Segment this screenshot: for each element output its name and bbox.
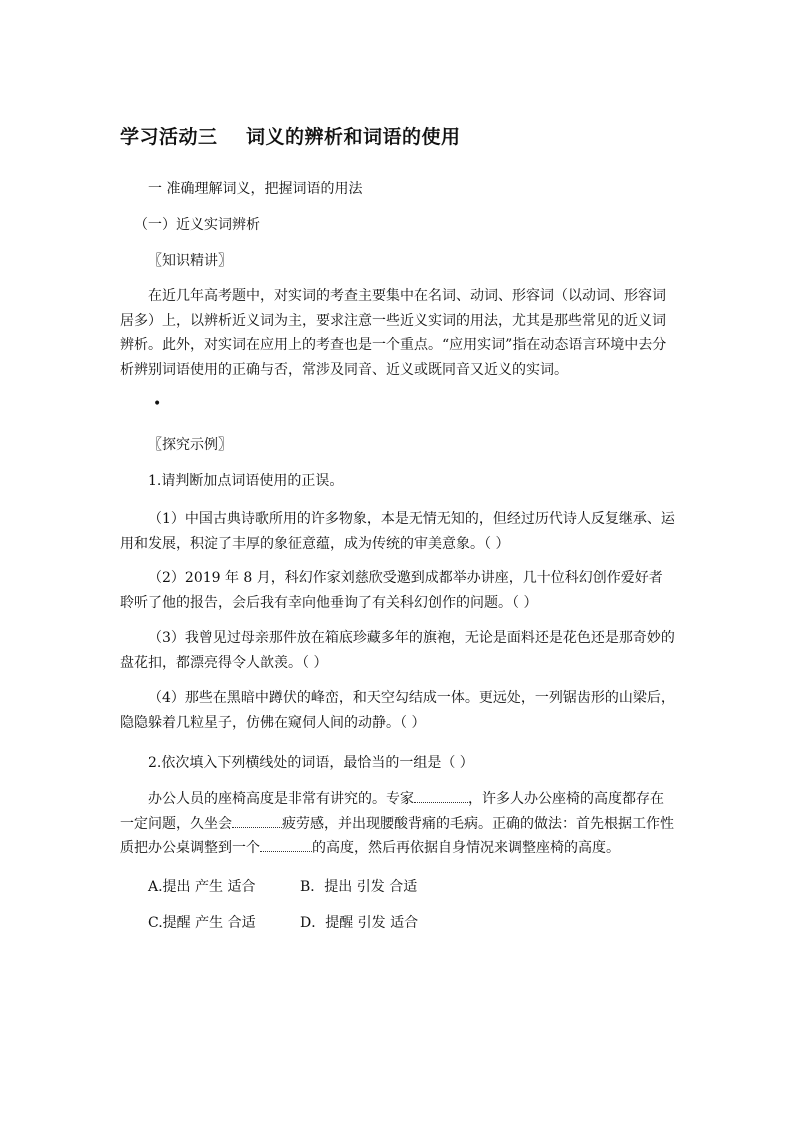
passage-text: ，许多人办公座椅的高度都存在一定问题，久坐会 (120, 791, 664, 832)
bullet-mark: • (153, 396, 162, 412)
option-d: D．提醒 引发 适合 (300, 915, 419, 931)
blank-3 (260, 837, 312, 852)
section-heading: 一 准确理解词义，把握词语的用法 (148, 181, 363, 197)
subsection-heading: （一）近义实词辨析 (134, 217, 260, 233)
question-1-item-4: （4）那些在黑暗中蹲伏的峰峦，和天空勾结成一体。更远处，一列锯齿形的山梁后，隐隐躲着几粒星子，仿佛在窥伺人间的动静。（ ） (120, 690, 675, 731)
knowledge-paragraph: 在近几年高考题中，对实词的考查主要集中在名词、动词、形容词（以动词、形容词居多）上，以辨析近义词为主，要求注意一些近义实词的用法，尤其是那些常见的近义词辨析。此外，对实词在应用上的考查也是一个重点。“应用实词”指在动态语言环境中去分析辨别词语使用的正确与否，常涉及同音、近义或既同音又近义的实词。 (120, 288, 667, 378)
question-2-stem: 2.依次填入下列横线处的词语，最恰当的一组是（ ） (148, 755, 474, 771)
page-title: 学习活动三 词义的辨析和词语的使用 (120, 126, 461, 148)
option-a: A.提出 产生 适合 (148, 879, 256, 895)
explore-tag: 〖探究示例〗 (148, 437, 232, 453)
blank-2 (232, 813, 282, 828)
question-1-stem: 1.请判断加点词语使用的正误。 (148, 473, 344, 489)
question-1-item-2: （2）2019 年 8 月，科幻作家刘慈欣受邀到成都举办讲座，几十位科幻创作爱好者聆听了他的报告，会后我有幸向他垂询了有关科幻创作的问题。（ ） (120, 570, 663, 611)
knowledge-tag: 〖知识精讲〗 (148, 253, 232, 269)
passage-text: 疲劳感，并出现腰酸背痛的毛病。正确的做法：首先根据工作性质把办公桌调整到一个 (120, 815, 674, 856)
blank-1 (414, 788, 468, 803)
passage-text: 的高度，然后再依据自身情况来调整座椅的高度。 (312, 840, 620, 856)
question-1-item-3: （3）我曾见过母亲那件放在箱底珍藏多年的旗袍，无论是面料还是花色还是那奇妙的盘花扣，都漂亮得令人歆羡。（ ） (120, 630, 675, 671)
question-2-passage (120, 787, 676, 861)
question-1-item-1: （1）中国古典诗歌所用的许多物象，本是无情无知的，但经过历代诗人反复继承、运用和发展，积淀了丰厚的象征意蕴，成为传统的审美意象。（ ） (120, 511, 675, 552)
option-c: C.提醒 产生 合适 (148, 915, 256, 931)
passage-text: 办公人员的座椅高度是非常有讲究的。专家 (148, 791, 414, 807)
option-b: B．提出 引发 合适 (300, 879, 418, 895)
